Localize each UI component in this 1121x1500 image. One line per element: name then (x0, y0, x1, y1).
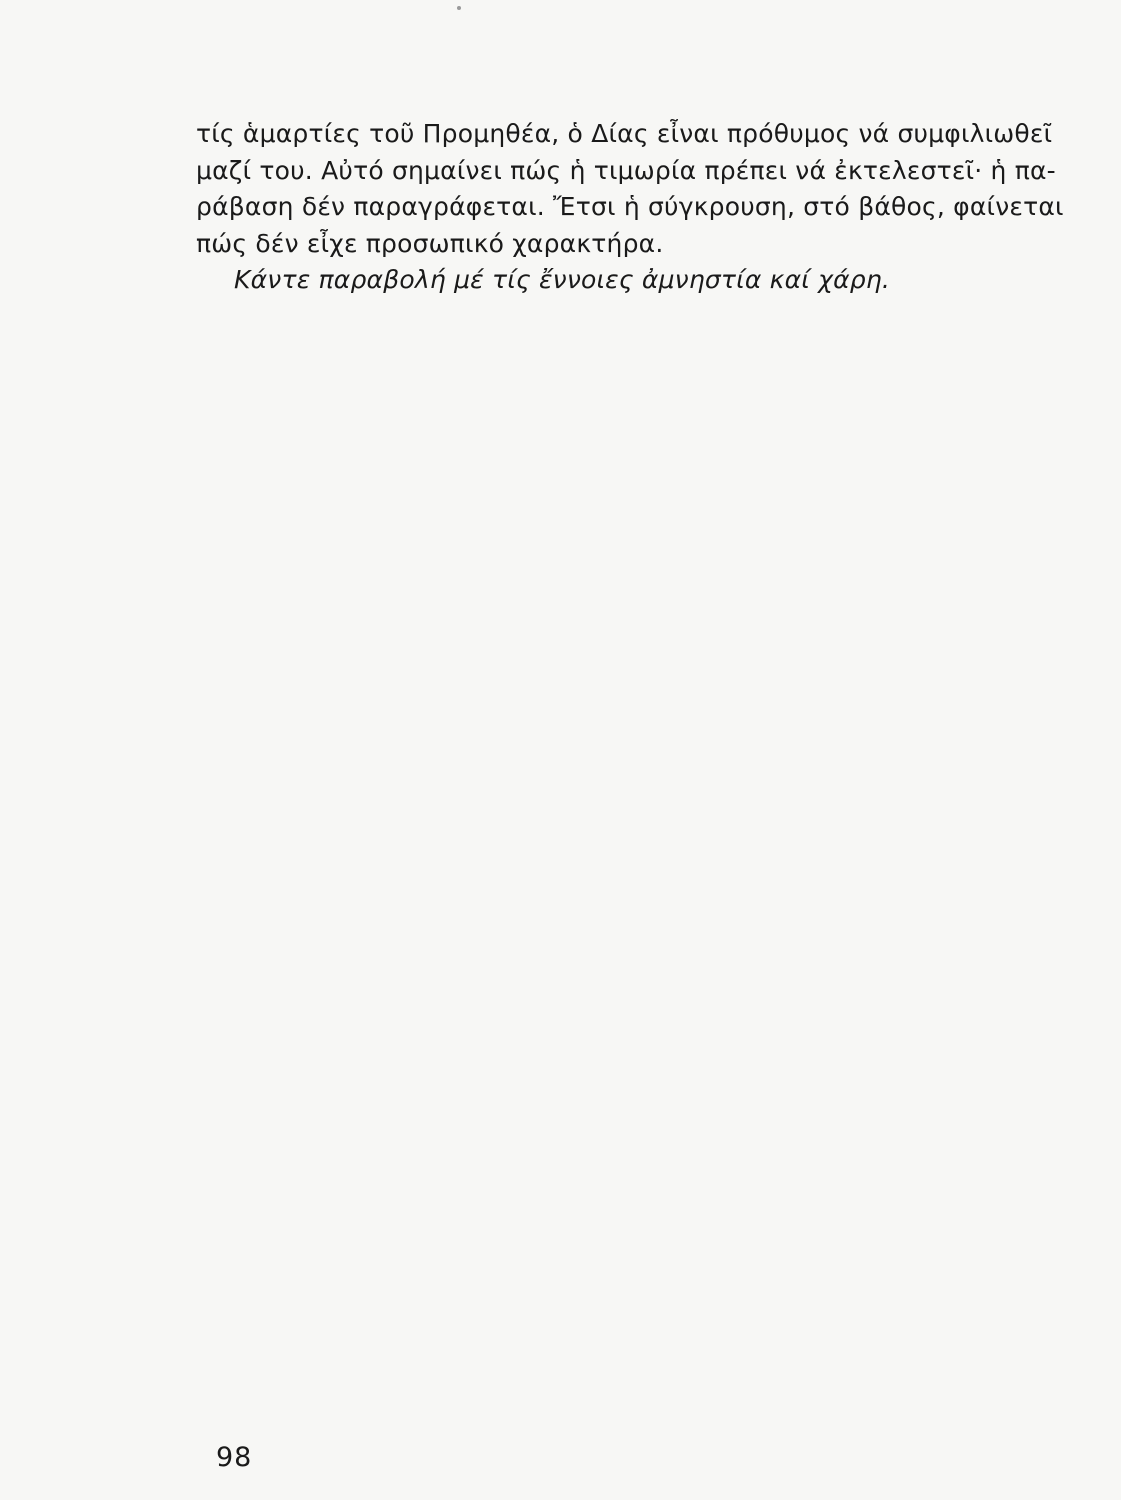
main-text-block (196, 116, 1064, 299)
paragraph-line: πώς δέν εἶχε προσωπικό χαρακτήρα. (196, 228, 664, 258)
print-speck (457, 6, 461, 10)
page-number: 98 (216, 1442, 253, 1473)
paragraph-line: τίς ἁμαρτίες τοῦ Προμηθέα, ὁ Δίας εἶναι πρόθυμος νά συμφιλιωθεῖ (196, 119, 1053, 148)
paragraph-line: μαζί του. Αὐτό σημαίνει πώς ἡ τιμωρία πρέπει νά ἐκτελεστεῖ· ἡ πα- (196, 155, 1056, 185)
paragraph-line: ράβαση δέν παραγράφεται. Ἔτσι ἡ σύγκρουση, στό βάθος, φαίνεται (196, 192, 1064, 221)
exercise-prompt: Κάντε παραβολή μέ τίς ἔννοιες ἀμνηστία καί χάρη. (234, 265, 891, 294)
